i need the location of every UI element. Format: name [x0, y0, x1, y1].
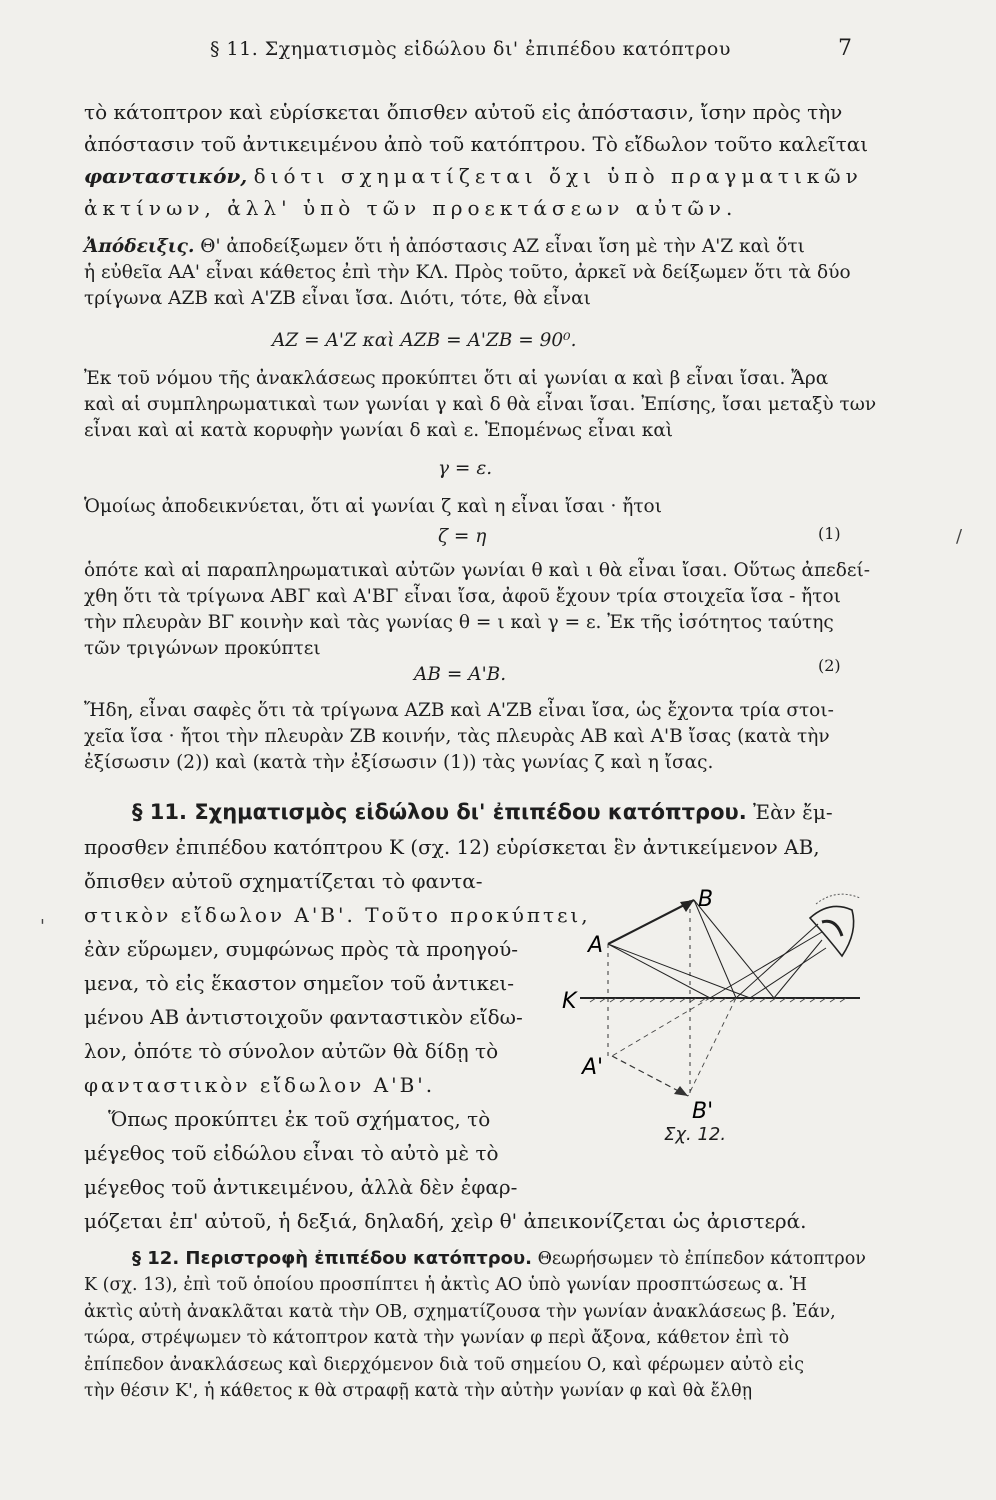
text-line: ὁπότε καὶ αἱ παραπληρωματικαὶ αὐτῶν γωνίαι θ καὶ ι θὰ εἶναι ἴσαι. Οὕτως ἀπεδεί- — [84, 560, 870, 581]
text-line: καὶ αἱ συμπληρωματικαὶ των γωνίαι γ καὶ δ θὰ εἶναι ἴσαι. Ἐπίσης, ἴσαι μεταξὺ των — [84, 394, 877, 415]
text-line: μένου ΑΒ ἀντιστοιχοῦν φανταστικὸν εἴδω- — [84, 1005, 523, 1029]
margin-mark-tick: ' — [40, 916, 45, 937]
text-line: προσθεν ἐπιπέδου κατόπτρου Κ (σχ. 12) εὑρίσκεται ἓν ἀντικείμενον ΑΒ, — [84, 835, 820, 859]
running-header: § 11. Σχηματισμὸς εἰδώλου δι' ἐπιπέδου κατόπτρου — [210, 38, 731, 60]
text-line: τῶν τριγώνων προκύπτει — [84, 638, 321, 659]
text-line: μέγεθος τοῦ εἰδώλου εἶναι τὸ αὐτὸ μὲ τὸ — [84, 1141, 499, 1165]
proof-paragraph-4 — [84, 698, 874, 776]
page-number: 7 — [838, 36, 852, 61]
label-A: A — [588, 933, 604, 958]
equation-2: γ = ε. — [438, 458, 493, 479]
label-B-prime: B' — [692, 1099, 714, 1124]
section-12-heading-line — [132, 1246, 892, 1273]
proof-paragraph-2 — [84, 366, 877, 444]
emphasized-term: φανταστικόν, — [84, 164, 248, 188]
proof-paragraph-3 — [84, 558, 874, 662]
text-line: ἀκτὶς αὐτὴ ἀνακλᾶται κατὰ τὴν ΟΒ, σχηματίζουσα τὴν γωνίαν ἀνακλάσεως β. Ἐάν, — [84, 1301, 836, 1322]
text-line — [84, 160, 874, 192]
section-12-body — [84, 1272, 894, 1405]
text-line: ἐπίπεδον ἀνακλάσεως καὶ διερχόμενον διὰ τοῦ σημείου Ο, καὶ φέρωμεν αὐτὸ εἰς — [84, 1354, 805, 1375]
margin-mark-slash: / — [956, 526, 963, 547]
object-arrow-AB — [608, 900, 694, 944]
text-line: μέγεθος τοῦ ἀντικειμένου, ἀλλὰ δὲν ἐφαρ- — [84, 1175, 518, 1199]
virtual-ray-extensions — [612, 998, 736, 1096]
text-span: Θεωρήσωμεν τὸ ἐπίπεδον κάτοπτρον — [537, 1249, 866, 1269]
text-line: λον, ὁπότε τὸ σύνολον αὐτῶν θὰ δίδῃ τὸ — [84, 1039, 499, 1063]
text-span: Ἐὰν ἔμ- — [753, 800, 833, 824]
proof-line-c — [84, 494, 874, 520]
text-line: εἶναι καὶ αἱ κατὰ κορυφὴν γωνίαι δ καὶ ε. Ἑπομένως εἶναι καὶ — [84, 420, 674, 441]
text-line: ἐξίσωσιν (2)) καὶ (κατὰ τὴν ἐξίσωσιν (1)) τὰς γωνίας ζ καὶ η ἴσας. — [84, 752, 714, 773]
text-line: ἀπόστασιν τοῦ ἀντικειμένου ἀπὸ τοῦ κατόπτρου. Τὸ εἴδωλον τοῦτο καλεῖται — [84, 132, 869, 156]
text-line: μενα, τὸ εἰς ἕκαστον σημεῖον τοῦ ἀντικει- — [84, 971, 515, 995]
spaced-text-line: ἀκτίνων, ἀλλ' ὑπὸ τῶν προεκτάσεων αὐτῶν. — [84, 196, 738, 220]
text-line: Ἐκ τοῦ νόμου τῆς ἀνακλάσεως προκύπτει ὅτι αἱ γωνίαι α καὶ β εἶναι ἴσαι. Ἄρα — [84, 368, 829, 389]
text-line: χθη ὅτι τὰ τρίγωνα ΑΒΓ καὶ Α'ΒΓ εἶναι ἴσα, ἀφοῦ ἔχουν τρία στοιχεῖα ἴσα - ἤτοι — [84, 586, 841, 607]
label-B: B — [698, 887, 714, 912]
text-line: τώρα, στρέψωμεν τὸ κάτοπτρον κατὰ τὴν γωνίαν φ περὶ ἄξονα, κάθετον ἐπὶ τὸ — [84, 1328, 790, 1348]
image-arrowhead — [674, 1086, 688, 1096]
text-line — [132, 1246, 892, 1273]
light-rays — [608, 900, 826, 998]
text-span: ὄπισθεν αὐτοῦ σχηματίζεται τὸ φαντα- — [84, 869, 483, 893]
equation-3: ζ = η — [438, 526, 487, 547]
text-line: Ὅπως προκύπτει ἐκ τοῦ σχήματος, τὸ — [108, 1107, 491, 1131]
text-line: μόζεται ἐπ' αὐτοῦ, ἡ δεξιά, δηλαδή, χεὶρ θ' ἀπεικονίζεται ὡς ἀριστερά. — [84, 1209, 807, 1233]
text-line: τὴν πλευρὰν ΒΓ κοινὴν καὶ τὰς γωνίας θ = ι καὶ γ = ε. Ἐκ τῆς ἰσότητος ταύτης — [84, 612, 834, 633]
text-line: τὴν θέσιν Κ', ἡ κάθετος κ θὰ στραφῇ κατὰ τὴν αὐτὴν γωνίαν φ καὶ θὰ ἔλθῃ — [84, 1381, 753, 1401]
text-line: Κ (σχ. 13), ἐπὶ τοῦ ὁποίου προσπίπτει ἡ ἀκτὶς ΑΟ ὑπὸ γωνίαν προσπτώσεως α. Ἡ — [84, 1275, 807, 1295]
proof-label: Ἀπόδειξις. — [84, 236, 195, 257]
figure-12-diagram — [560, 860, 870, 1150]
text-line: Ἤδη, εἶναι σαφὲς ὅτι τὰ τρίγωνα ΑΖΒ καὶ Α'ΖΒ εἶναι ἴσα, ὡς ἔχοντα τρία στοι- — [84, 700, 834, 721]
text-line: φανταστικὸν εἴδωλον Α'Β'. — [84, 1073, 436, 1097]
text-span: Θ' ἀποδείξωμεν ὅτι ἡ ἀπόστασις ΑΖ εἶναι ἴση μὲ τὴν Α'Ζ καὶ ὅτι — [200, 236, 805, 257]
spaced-text: διότι σχηματίζεται ὄχι ὑπὸ πραγματικῶν — [253, 164, 863, 188]
section-12-heading: § 12. Περιστροφὴ ἐπιπέδου κατόπτρου. — [132, 1248, 532, 1269]
equation-4: ΑΒ = Α'Β. — [414, 664, 507, 685]
section-11-heading: § 11. Σχηματισμὸς εἰδώλου δι' ἐπιπέδου κατόπτρου. — [132, 800, 747, 824]
label-K: K — [562, 989, 577, 1014]
text-line: Ὁμοίως ἀποδεικνύεται, ὅτι αἱ γωνίαι ζ καὶ η εἶναι ἴσαι · ἤτοι — [84, 496, 662, 517]
text-line — [84, 234, 874, 260]
text-line: στικὸν εἴδωλον Α'Β'. Τοῦτο προκύπτει, — [84, 903, 591, 927]
text-line: ἡ εὐθεῖα ΑΑ' εἶναι κάθετος ἐπὶ τὴν ΚΛ. Πρὸς τοῦτο, ἀρκεῖ νὰ δείξωμεν ὅτι τὰ δύο — [84, 262, 851, 283]
equation-1: ΑΖ = Α'Ζ καὶ ΑΖΒ = Α'ΖΒ = 90⁰. — [272, 330, 577, 351]
section-11-heading-line — [132, 796, 872, 828]
text-line: χεῖα ἴσα · ἤτοι τὴν πλευρὰν ΖΒ κοινήν, τὰς πλευρὰς ΑΒ καὶ Α'Β ἴσας (κατὰ τὴν — [84, 726, 830, 747]
label-A-prime: A' — [582, 1055, 604, 1080]
proof-paragraph — [84, 234, 874, 312]
text-line — [132, 796, 872, 828]
equation-number-2: (2) — [818, 656, 841, 675]
image-arrow-AB-prime — [612, 1056, 688, 1096]
figure-caption: Σχ. 12. — [664, 1124, 727, 1145]
text-line: τρίγωνα ΑΖΒ καὶ Α'ΖΒ εἶναι ἴσα. Διότι, τότε, θὰ εἶναι — [84, 288, 591, 309]
intro-paragraph — [84, 96, 874, 224]
text-line: ἐὰν εὕρωμεν, συμφώνως πρὸς τὰ προηγού- — [84, 937, 518, 961]
text-line: τὸ κάτοπτρον καὶ εὑρίσκεται ὄπισθεν αὐτοῦ εἰς ἀπόστασιν, ἴσην πρὸς τὴν — [84, 100, 843, 124]
equation-number-1: (1) — [818, 524, 841, 543]
